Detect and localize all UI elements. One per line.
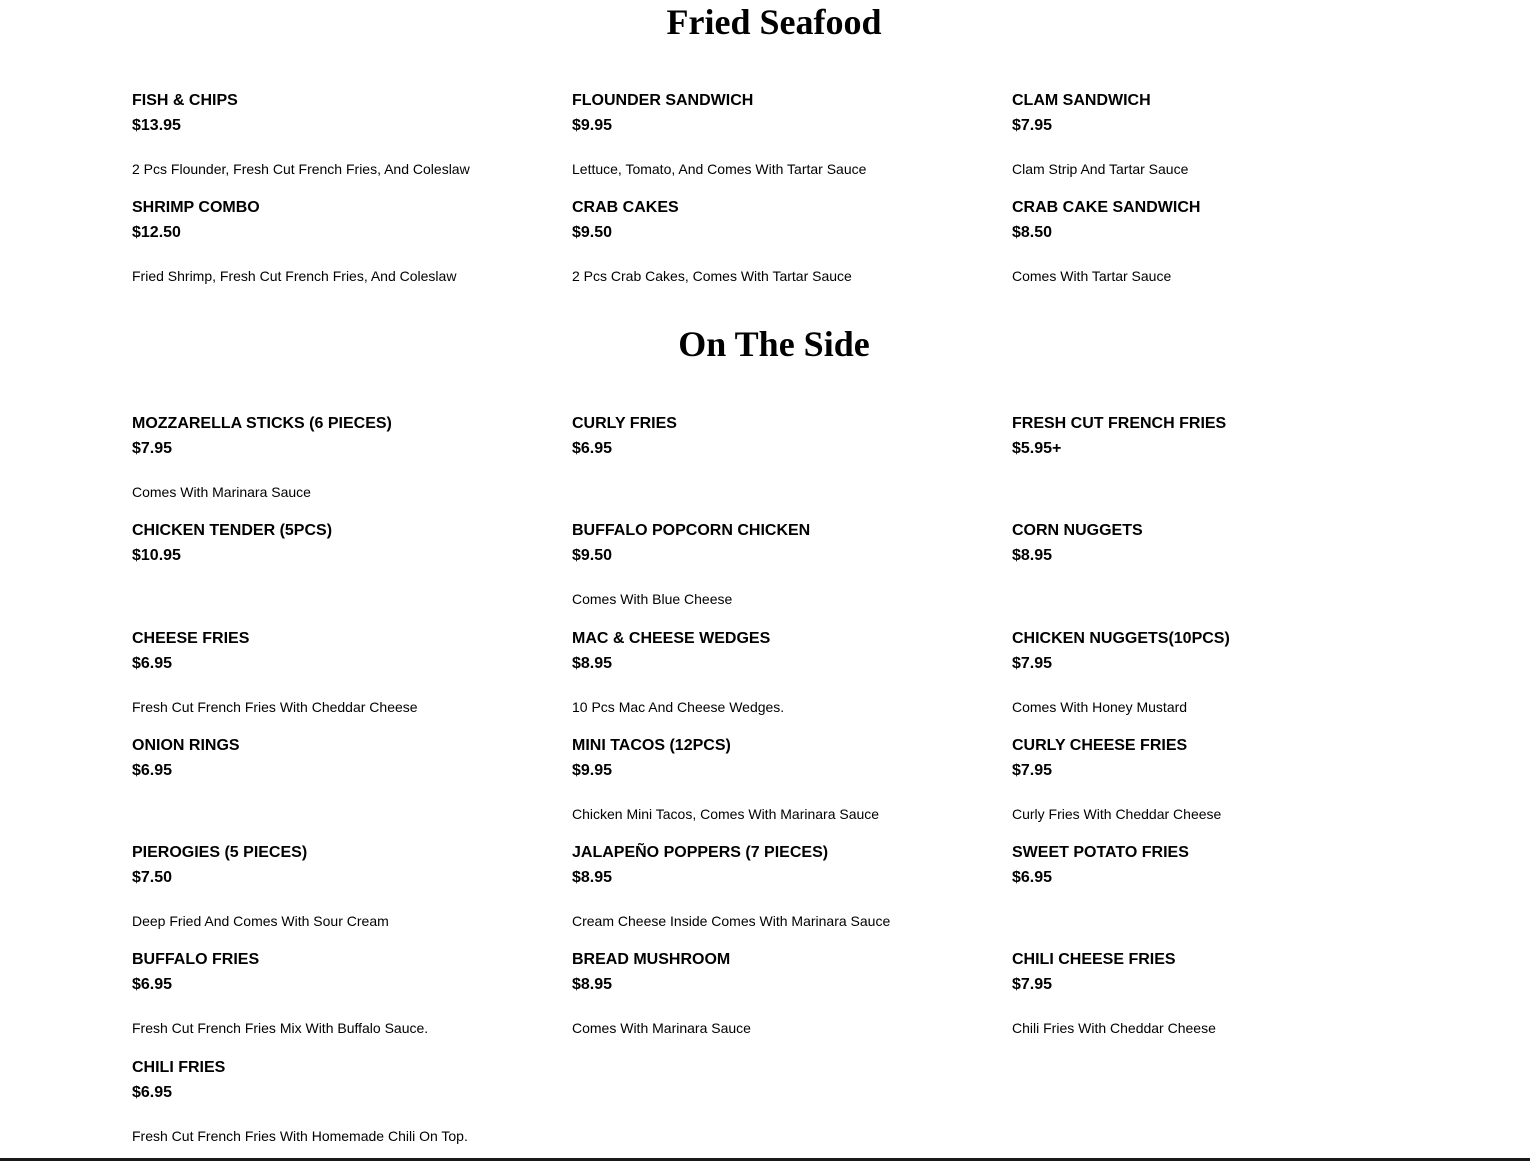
menu-item-description: Comes With Tartar Sauce xyxy=(1012,268,1172,285)
menu-item xyxy=(1012,90,1452,197)
menu-item xyxy=(132,842,572,949)
menu-item xyxy=(572,628,1012,735)
menu-item xyxy=(132,520,572,627)
menu-item-price: $9.95 xyxy=(572,117,613,134)
menu-item-price: $6.95 xyxy=(132,761,173,779)
menu-item-price: $7.95 xyxy=(1012,654,1053,672)
menu-item xyxy=(132,197,572,304)
menu-item-name: CRAB CAKES xyxy=(572,199,679,217)
menu-item-name: JALAPEÑO POPPERS (7 PIECES) xyxy=(572,844,829,862)
menu-item xyxy=(572,90,1012,197)
menu-item xyxy=(572,842,1012,949)
menu-item-price: $9.95 xyxy=(572,761,613,779)
menu-item xyxy=(132,735,572,842)
menu-item xyxy=(132,90,572,197)
menu-item xyxy=(1012,842,1452,949)
menu-item xyxy=(1012,520,1452,627)
menu-item-name: MINI TACOS (12PCS) xyxy=(572,736,731,754)
menu-item xyxy=(132,628,572,735)
menu-item xyxy=(132,1057,572,1164)
menu-item xyxy=(1012,628,1452,735)
menu-item-price: $8.95 xyxy=(572,976,613,994)
menu-item-name: FRESH CUT FRENCH FRIES xyxy=(1012,415,1227,432)
menu-item-description: Fresh Cut French Fries Mix With Buffalo Sauce. xyxy=(132,1020,429,1037)
menu-item-price: $6.95 xyxy=(572,440,613,457)
menu-item-price: $9.50 xyxy=(572,547,613,565)
menu-item-price: $12.50 xyxy=(132,224,181,242)
menu-item-description: Fried Shrimp, Fresh Cut French Fries, And Coleslaw xyxy=(132,268,457,285)
menu-item-description: Lettuce, Tomato, And Comes With Tartar Sauce xyxy=(572,161,867,177)
menu-item-name: CURLY CHEESE FRIES xyxy=(1012,736,1188,754)
menu-item-name: CRAB CAKE SANDWICH xyxy=(1012,199,1201,217)
menu-item-description: Clam Strip And Tartar Sauce xyxy=(1012,161,1189,177)
menu-item-description: Comes With Marinara Sauce xyxy=(132,484,311,500)
menu-item-name: CLAM SANDWICH xyxy=(1012,92,1151,109)
menu-item-description: Fresh Cut French Fries With Cheddar Cheese xyxy=(132,698,418,715)
menu-item-price: $10.95 xyxy=(132,547,181,565)
menu-item xyxy=(1012,735,1452,842)
menu-item-description: 2 Pcs Flounder, Fresh Cut French Fries, And Coleslaw xyxy=(132,161,470,177)
menu-item xyxy=(132,413,572,520)
menu-item-name: CURLY FRIES xyxy=(572,415,677,432)
menu-item-name: SHRIMP COMBO xyxy=(132,199,260,217)
menu-item xyxy=(572,197,1012,304)
menu-item-description: Deep Fried And Comes With Sour Cream xyxy=(132,913,389,930)
menu-item xyxy=(1012,197,1452,304)
menu-item-price: $6.95 xyxy=(1012,869,1053,887)
menu-item xyxy=(1012,413,1452,520)
menu-item-price: $7.95 xyxy=(132,440,173,457)
menu-item-price: $6.95 xyxy=(132,1083,173,1101)
menu-item-name: SWEET POTATO FRIES xyxy=(1012,844,1189,862)
section-title-on-the-side: On The Side xyxy=(678,324,870,364)
menu-item-name: CHILI CHEESE FRIES xyxy=(1012,951,1176,969)
menu-item-description: Cream Cheese Inside Comes With Marinara Sauce xyxy=(572,913,891,930)
menu-item-price: $5.95+ xyxy=(1012,440,1062,457)
menu-item-name: FLOUNDER SANDWICH xyxy=(572,92,754,109)
menu-grid-fried-seafood xyxy=(132,90,1452,305)
menu-grid-on-the-side xyxy=(132,413,1452,1164)
menu-item xyxy=(132,949,572,1056)
menu-item-price: $6.95 xyxy=(132,654,173,672)
menu-item-price: $8.95 xyxy=(572,654,613,672)
menu-item-description: Comes With Marinara Sauce xyxy=(572,1020,751,1037)
menu-item-description: Chili Fries With Cheddar Cheese xyxy=(1012,1020,1216,1037)
menu-item xyxy=(572,735,1012,842)
menu-item-name: MAC & CHEESE WEDGES xyxy=(572,629,771,647)
menu-item-name: CHEESE FRIES xyxy=(132,629,250,647)
menu-item-price: $7.95 xyxy=(1012,117,1053,134)
menu-item xyxy=(572,949,1012,1056)
menu-item-description: Curly Fries With Cheddar Cheese xyxy=(1012,805,1222,822)
menu-item-price: $7.95 xyxy=(1012,976,1053,994)
menu-item-name: MOZZARELLA STICKS (6 PIECES) xyxy=(132,415,392,432)
menu-item-name: BUFFALO FRIES xyxy=(132,951,260,969)
section-title-fried-seafood: Fried Seafood xyxy=(666,2,882,42)
menu-item-name: PIEROGIES (5 PIECES) xyxy=(132,844,308,862)
menu-item-name: BREAD MUSHROOM xyxy=(572,951,731,969)
menu-item-price: $7.95 xyxy=(1012,761,1053,779)
menu-item-description: 2 Pcs Crab Cakes, Comes With Tartar Sauce xyxy=(572,268,852,285)
menu-item-price: $8.50 xyxy=(1012,224,1053,242)
menu-item-name: BUFFALO POPCORN CHICKEN xyxy=(572,522,811,540)
menu-item xyxy=(572,413,1012,520)
menu-item xyxy=(572,520,1012,627)
menu-item-description: Chicken Mini Tacos, Comes With Marinara Sauce xyxy=(572,805,880,822)
menu-item-name: CORN NUGGETS xyxy=(1012,522,1143,540)
menu-item-price: $8.95 xyxy=(572,869,613,887)
menu-item-description: Fresh Cut French Fries With Homemade Chili On Top. xyxy=(132,1127,468,1144)
menu-item-price: $6.95 xyxy=(132,976,173,994)
menu-item xyxy=(1012,949,1452,1056)
menu-item-name: CHICKEN NUGGETS(10PCS) xyxy=(1012,629,1230,647)
menu-item-name: FISH & CHIPS xyxy=(132,92,238,109)
menu-item-description: Comes With Blue Cheese xyxy=(572,591,733,608)
menu-item-name: CHICKEN TENDER (5PCS) xyxy=(132,522,333,540)
menu-item-price: $13.95 xyxy=(132,117,181,134)
menu-item-name: CHILI FRIES xyxy=(132,1058,226,1076)
menu-item-description: Comes With Honey Mustard xyxy=(1012,698,1188,715)
menu-item-price: $9.50 xyxy=(572,224,613,242)
menu-item-price: $8.95 xyxy=(1012,547,1053,565)
menu-item-price: $7.50 xyxy=(132,869,173,887)
menu-item-description: 10 Pcs Mac And Cheese Wedges. xyxy=(572,698,785,715)
menu-item-name: ONION RINGS xyxy=(132,736,240,754)
